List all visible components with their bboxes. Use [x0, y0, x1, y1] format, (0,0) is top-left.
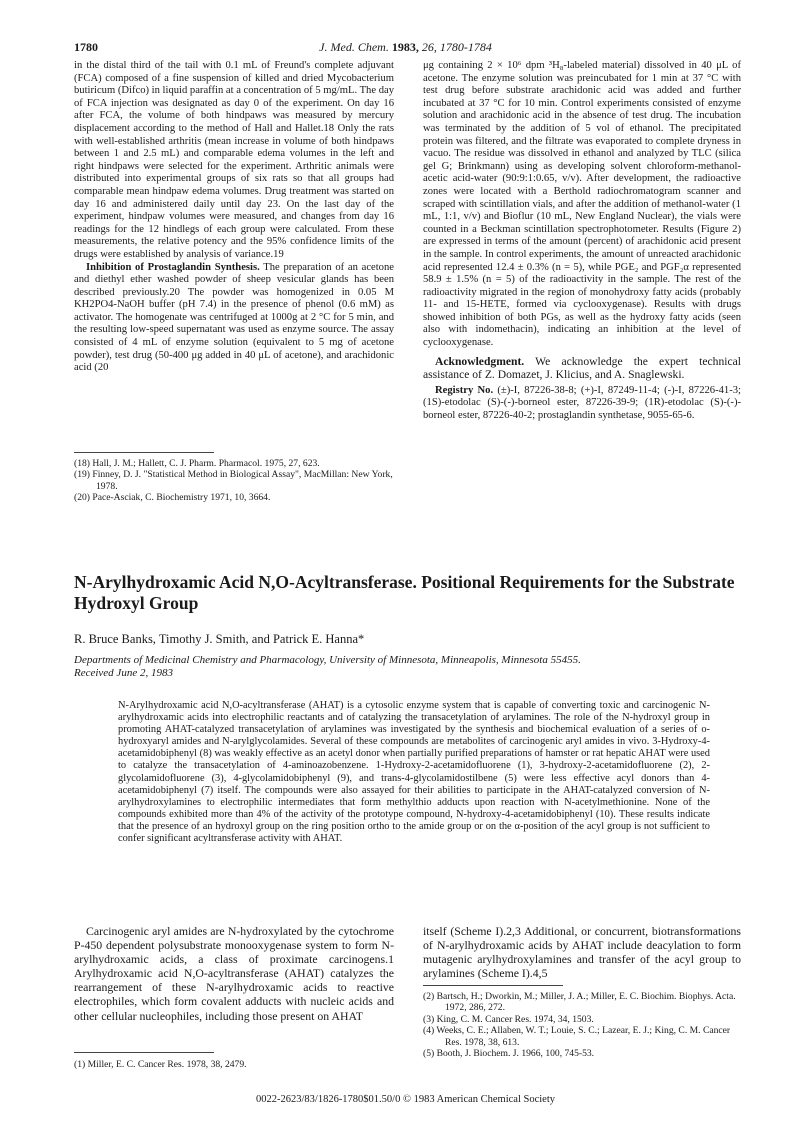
footnote: (2) Bartsch, H.; Dworkin, M.; Miller, J. A.; Miller, E. C. Biochim. Biophys. Acta. 1972, 286, 272.: [423, 991, 736, 1014]
footnote: (1) Miller, E. C. Cancer Res. 1978, 38, 2479.: [74, 1059, 247, 1070]
footnote: (4) Weeks, C. E.; Allaben, W. T.; Louie, S. C.; Lazear, E. J.; King, C. M. Cancer Res. 1978, 38, 613.: [423, 1025, 731, 1048]
footnote-rule: [423, 985, 563, 986]
copyright-footer: 0022-2623/83/1826-1780$01.50/0 © 1983 American Chemical Society: [255, 1094, 556, 1105]
footnote: (18) Hall, J. M.; Hallett, C. J. Pharm. Pharmacol. 1975, 27, 623.: [74, 458, 320, 469]
prev-article-footnotes: [74, 458, 394, 504]
paragraph-text: (±)-I, 87226-38-8; (+)-I, 87249-11-4; (-)-I, 87226-41-3; (1S)-etodolac (S)-(-)-borneol ester, 87226-39-9; (1R)-etodolac (S)-(-)-borneol ester, 87226-40-2; prostaglandin synthetase, 9055-65-6.: [423, 384, 741, 422]
article-body-left: [74, 924, 394, 1023]
prev-article-left-column: [74, 60, 394, 375]
paragraph: Carcinogenic aryl amides are N-hydroxylated by the cytochrome P-450 dependent polysubstrate monooxygenase system to form N-arylhydroxamic acids, a class of proximate carcinogens.1 Arylhydroxamic acid N,O-acyltransferase (AHAT) catalyzes the rearrangement of these N-arylhydroxamic acids to reactive electrophiles, which form covalent adducts with nucleic acids and other cellular nucleophiles, including those present on AHAT: [74, 924, 394, 1023]
page-number: 1780: [74, 40, 98, 54]
article-footnotes-left: [74, 1059, 394, 1070]
section-heading: Acknowledgment.: [435, 354, 525, 368]
acknowledgment-paragraph: [423, 355, 741, 382]
affiliation-text: Departments of Medicinal Chemistry and Pharmacology, University of Minnesota, Minneapolis, Minnesota 55455.: [74, 654, 581, 666]
footnote: (3) King, C. M. Cancer Res. 1974, 34, 1503.: [423, 1013, 594, 1025]
prev-article-right-column: [423, 60, 741, 423]
paragraph: itself (Scheme I).2,3 Additional, or concurrent, biotransformations of N-arylhydroxamic acids by AHAT include deacylation to form mutagenic arylhydroxylamines and transfer of the acyl group to arylamines (Scheme I).4,5: [423, 924, 741, 981]
section-heading: Inhibition of Prostaglandin Synthesis.: [86, 261, 260, 273]
prostaglandin-paragraph: [74, 262, 394, 375]
footnote: (5) Booth, J. Biochem. J. 1966, 100, 745-53.: [423, 1048, 595, 1060]
journal-volume: 26, 1780-1784: [421, 40, 492, 54]
section-heading: Registry No.: [435, 384, 494, 396]
footnote: (20) Pace-Asciak, C. Biochemistry 1971, 10, 3664.: [74, 492, 271, 504]
footnote-rule: [74, 1052, 214, 1053]
footnote-rule: [74, 452, 214, 453]
journal-year: 1983,: [391, 40, 419, 54]
article-title: N-Arylhydroxamic Acid N,O-Acyltransferase. Positional Requirements for the Substrate Hydroxyl Group: [74, 572, 735, 613]
footnote: (19) Finney, D. J. "Statistical Method in Biological Assay", MacMillan: New York, 1978.: [74, 469, 393, 492]
received-date: Received June 2, 1983: [74, 667, 173, 679]
registry-paragraph: [423, 385, 741, 423]
running-header: [0, 40, 811, 55]
article-affiliation: [74, 654, 754, 680]
article-authors: R. Bruce Banks, Timothy J. Smith, and Patrick E. Hanna*: [74, 632, 365, 646]
article-footnotes-right: [423, 991, 741, 1059]
paragraph: in the distal third of the tail with 0.1 mL of Freund's complete adjuvant (FCA) composed of a fine suspension of killed and dried Mycobacterium butiricum (Difco) in liquid paraffin at a concentration of 5 mg/mL. The day of FCA injection was designated as day 0 of the experiment. On day 16 after FCA, the volume of both hindpaws was measured by mercury displacement according to the method of Hall and Hallet.18 Only the rats with well-established arthritis (mean increase in volume of both hindpaws between 1 and 2.5 mL) and comparable edema volumes in the left and right hindpaws were selected for the experiment. Arthritic animals were distributed into experimental groups of six rats so that all groups had comparable mean hindpaw edema volumes. Drug treatment was started on day 16 and administered daily until day 23. On the last day of the experiment, hindpaw volumes were measured, and changes from day 16 readings for the 12 hindlegs of each group were calculated. From these measurements, the relative potency and the 95% confidence limits of the drugs were established by analysis of variance.19: [74, 60, 394, 260]
article-abstract: N-Arylhydroxamic acid N,O-acyltransferase (AHAT) is a cytosolic enzyme system that is capable of converting toxic and carcinogenic N-arylhydroxamic acids into electrophilic reactants and of catalyzing the transacetylation of arylamines. The role of the N-hydroxyl group in promoting AHAT-catalyzed transacetylation of arylamines was investigated by the synthesis and biochemical evaluation of a series of o-hydroxyaryl amides and N-arylglycolamides. Several of these compounds are metabolites of carcinogenic aryl amides in vivo. 3-Hydroxy-4-acetamidobiphenyl (8) was weakly effective as an acetyl donor when partially purified preparations of hamster or rat hepatic AHAT were used to catalyze the transacetylation of 4-aminoazobenzene. 1-Hydroxy-2-acetamidofluorene (1), 3-hydroxy-2-acetamidofluorene (2), 2-glycolamidofluorene (3), 4-glycolamidobiphenyl (9), and trans-4-glycolamidostilbene (5) were less effective acyl donors than 4-acetamidobiphenyl (7) itself. The compounds were also assayed for their abilities to participate in the AHAT-catalyzed conversion of N-arylhydroxylamines to electrophilic intermediates that form methylthio adducts upon reaction with N-acetylmethionine. None of the compounds exhibited more than 4% of the activity of the prototype compound, N-hydroxy-4-acetamidobiphenyl (10). These results indicate that the presence of an hydroxyl group on the ring position ortho to the amide group or on the α-position of the acyl group is not sufficient to confer significant acyltransferase activity with AHAT.: [118, 700, 710, 845]
article-body-right: [423, 924, 741, 980]
journal-name: J. Med. Chem.: [319, 40, 389, 54]
paragraph-text: We acknowledge the expert technical assistance of Z. Domazet, J. Klicius, and A. Snaglewski.: [423, 354, 741, 382]
paragraph-text: The preparation of an acetone and diethyl ether washed powder of sheep vesicular glands has been described previously.20 The powder was homogenized in 0.05 M KH2PO4-NaOH buffer (pH 7.4) in the presence of phenol (0.6 mM) as activator. The homogenate was centrifuged at 1000g at 2 °C for 5 min, and the resulting low-speed supernatant was used as enzyme source. The assay consisted of 4 mL of enzyme solution (equivalent to 5 mg of acetone powder), test drug (50-400 μg added in 40 μL of acetone), and arachidonic acid (20: [74, 261, 394, 374]
paragraph: μg containing 2 × 10⁶ dpm ³H₈-labeled material) dissolved in 40 μL of acetone. The enzyme solution was preincubated for 1 min at 37 °C with test drug before substrate arachidonic acid was added and further incubated at 37 °C for 10 min. Control experiments consisted of enzyme solution and arachidonic acid in the absence of test drug. The incubation was terminated by the addition of 5 vol of ethanol. The precipitated protein was filtered, and the filtrate was evaporated to complete dryness in vacuo. The residue was dissolved in ethanol and analyzed by TLC (silica gel G; Brinkmann) using as developing solvent chloroform-methanol-acetic acid-water (90:9:1:0.65, v/v). After development, the radioactive zones were located with a Berthold radiochromatogram scanner and scraped with scintillation vials, and after the addition of methanol-water (1 mL, 1:1, v/v) and Bioflur (10 mL, New England Nuclear), the vials were counted in a Beckman scintillation spectrophotometer. Results (Figure 2) are expressed in terms of the amount (percent) of arachidonic acid present in the sample. In control experiments, the amount of unreacted arachidonic acid represented 12.4 ± 0.3% (n = 5), while PGE₂ and PGF₂α represented 58.9 ± 1.5% (n = 5) of the radioactivity in the sample. The rest of the radioactivity migrated in the region of monohydroxy fatty acids (probably 11- and 15-HETE, formed via cyclooxygenase). Results with drugs showed inhibition of both PGs, as well as the hydroxy fatty acids (seen also with indomethacin), indicating an inhibition at the level of cyclooxygenase.: [423, 60, 741, 349]
